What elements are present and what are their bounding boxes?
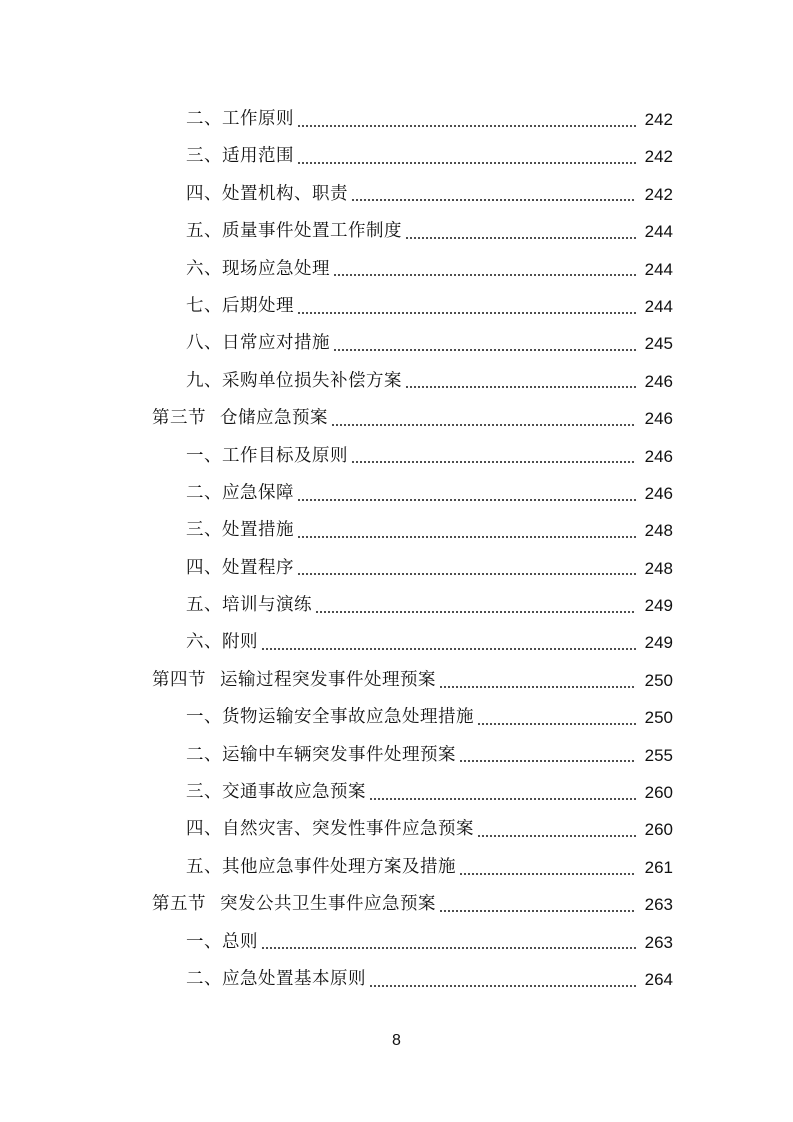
toc-entry[interactable] <box>0 325 793 362</box>
toc-entry-page: 248 <box>644 558 673 578</box>
toc-entry-title: 六、现场应急处理 <box>186 258 330 279</box>
toc-entry-page: 246 <box>644 446 673 466</box>
toc-entry-title: 五、其他应急事件处理方案及措施 <box>186 856 456 877</box>
toc-entry-page: 244 <box>644 259 673 279</box>
toc-entry[interactable] <box>0 624 793 661</box>
toc-dot-leader <box>333 274 636 276</box>
toc-section-entry[interactable] <box>0 400 793 437</box>
toc-dot-leader <box>297 162 636 164</box>
toc-dot-leader <box>477 835 636 837</box>
toc-entry-page: 242 <box>644 110 673 129</box>
toc-dot-leader <box>459 873 636 875</box>
toc-entry-page: 246 <box>644 371 673 391</box>
toc-dot-leader <box>439 686 636 688</box>
toc-entry[interactable] <box>0 961 793 998</box>
toc-entry-page: 264 <box>644 969 673 989</box>
toc-entry-title: 九、采购单位损失补偿方案 <box>186 370 402 391</box>
toc-entry-page: 244 <box>644 222 673 242</box>
toc-dot-leader <box>351 199 636 201</box>
toc-entry-page: 255 <box>644 745 673 765</box>
toc-entry-page: 246 <box>644 483 673 503</box>
toc-dot-leader <box>297 536 636 538</box>
toc-entry[interactable] <box>0 138 793 175</box>
toc-entry[interactable] <box>0 288 793 325</box>
toc-entry[interactable] <box>0 475 793 512</box>
toc-section-number: 第三节 <box>152 408 206 429</box>
toc-entry-title: 一、工作目标及原则 <box>186 445 348 466</box>
toc-entry[interactable] <box>0 924 793 961</box>
toc-entry-title: 五、质量事件处置工作制度 <box>186 221 402 242</box>
toc-entry[interactable] <box>0 438 793 475</box>
toc-dot-leader <box>315 611 636 613</box>
toc-entry[interactable] <box>0 774 793 811</box>
toc-entry[interactable] <box>0 811 793 848</box>
toc-dot-leader <box>297 499 636 501</box>
toc-entry-page: 249 <box>644 596 673 616</box>
toc-entry-title: 二、运输中车辆突发事件处理预案 <box>186 744 456 765</box>
toc-section-title: 仓储应急预案 <box>220 408 328 429</box>
toc-entry-page: 242 <box>644 147 673 167</box>
toc-dot-leader <box>351 461 636 463</box>
toc-dot-leader <box>331 424 636 426</box>
toc-entry-title <box>152 662 436 699</box>
toc-dot-leader <box>439 910 636 912</box>
toc-entry[interactable] <box>0 737 793 774</box>
toc-dot-leader <box>333 349 636 351</box>
toc-entry-title: 一、货物运输安全事故应急处理措施 <box>186 707 474 728</box>
page-number: 8 <box>392 1032 401 1049</box>
toc-section-title: 运输过程突发事件处理预案 <box>220 669 436 690</box>
toc-entry-title: 一、总则 <box>186 931 258 952</box>
toc-entry-page: 263 <box>644 932 673 952</box>
toc-entry-title: 二、应急保障 <box>186 482 294 503</box>
toc-entry-page: 242 <box>644 184 673 204</box>
toc-dot-leader <box>477 723 636 725</box>
toc-entry[interactable] <box>0 849 793 886</box>
toc-section-entry[interactable] <box>0 662 793 699</box>
toc-entry-title: 二、应急处置基本原则 <box>186 968 366 989</box>
toc-entry[interactable] <box>0 587 793 624</box>
toc-entry-title: 四、处置程序 <box>186 557 294 578</box>
toc-dot-leader <box>369 798 636 800</box>
toc-dot-leader <box>405 386 636 388</box>
table-of-contents <box>0 101 793 998</box>
toc-entry-title: 三、适用范围 <box>186 146 294 167</box>
toc-entry-title: 五、培训与演练 <box>186 595 312 616</box>
toc-section-number: 第四节 <box>152 669 206 690</box>
toc-entry-title: 三、处置措施 <box>186 520 294 541</box>
toc-dot-leader <box>261 947 636 949</box>
toc-dot-leader <box>297 312 636 314</box>
toc-entry[interactable] <box>0 512 793 549</box>
toc-dot-leader <box>297 125 636 127</box>
toc-entry-page: 249 <box>644 633 673 653</box>
toc-entry-page: 248 <box>644 521 673 541</box>
toc-entry-title: 七、后期处理 <box>186 295 294 316</box>
toc-entry-page: 263 <box>644 895 673 915</box>
toc-entry-title: 二、工作原则 <box>186 109 294 129</box>
toc-section-title: 突发公共卫生事件应急预案 <box>220 894 436 915</box>
toc-entry-page: 246 <box>644 409 673 429</box>
toc-entry-title: 四、处置机构、职责 <box>186 183 348 204</box>
toc-entry[interactable] <box>0 251 793 288</box>
toc-entry[interactable] <box>0 550 793 587</box>
toc-section-number: 第五节 <box>152 894 206 915</box>
toc-entry-page: 250 <box>644 708 673 728</box>
toc-entry-page: 260 <box>644 820 673 840</box>
toc-entry-title: 三、交通事故应急预案 <box>186 782 366 803</box>
toc-entry[interactable] <box>0 363 793 400</box>
toc-entry-page: 244 <box>644 296 673 316</box>
toc-entry[interactable] <box>0 699 793 736</box>
toc-dot-leader <box>405 237 636 239</box>
toc-entry-page: 260 <box>644 783 673 803</box>
toc-entry[interactable] <box>0 176 793 213</box>
toc-entry-title: 四、自然灾害、突发性事件应急预案 <box>186 819 474 840</box>
toc-entry-page: 245 <box>644 334 673 354</box>
toc-entry-title: 八、日常应对措施 <box>186 333 330 354</box>
toc-section-entry[interactable] <box>0 886 793 923</box>
toc-entry[interactable] <box>0 101 793 138</box>
toc-entry-page: 250 <box>644 670 673 690</box>
toc-entry-title <box>152 886 436 923</box>
toc-entry-page: 261 <box>644 857 673 877</box>
toc-dot-leader <box>459 760 636 762</box>
toc-dot-leader <box>297 573 636 575</box>
toc-dot-leader <box>261 648 636 650</box>
toc-entry[interactable] <box>0 213 793 250</box>
toc-entry-title: 六、附则 <box>186 632 258 653</box>
toc-dot-leader <box>369 985 636 987</box>
toc-entry-title <box>152 400 328 437</box>
